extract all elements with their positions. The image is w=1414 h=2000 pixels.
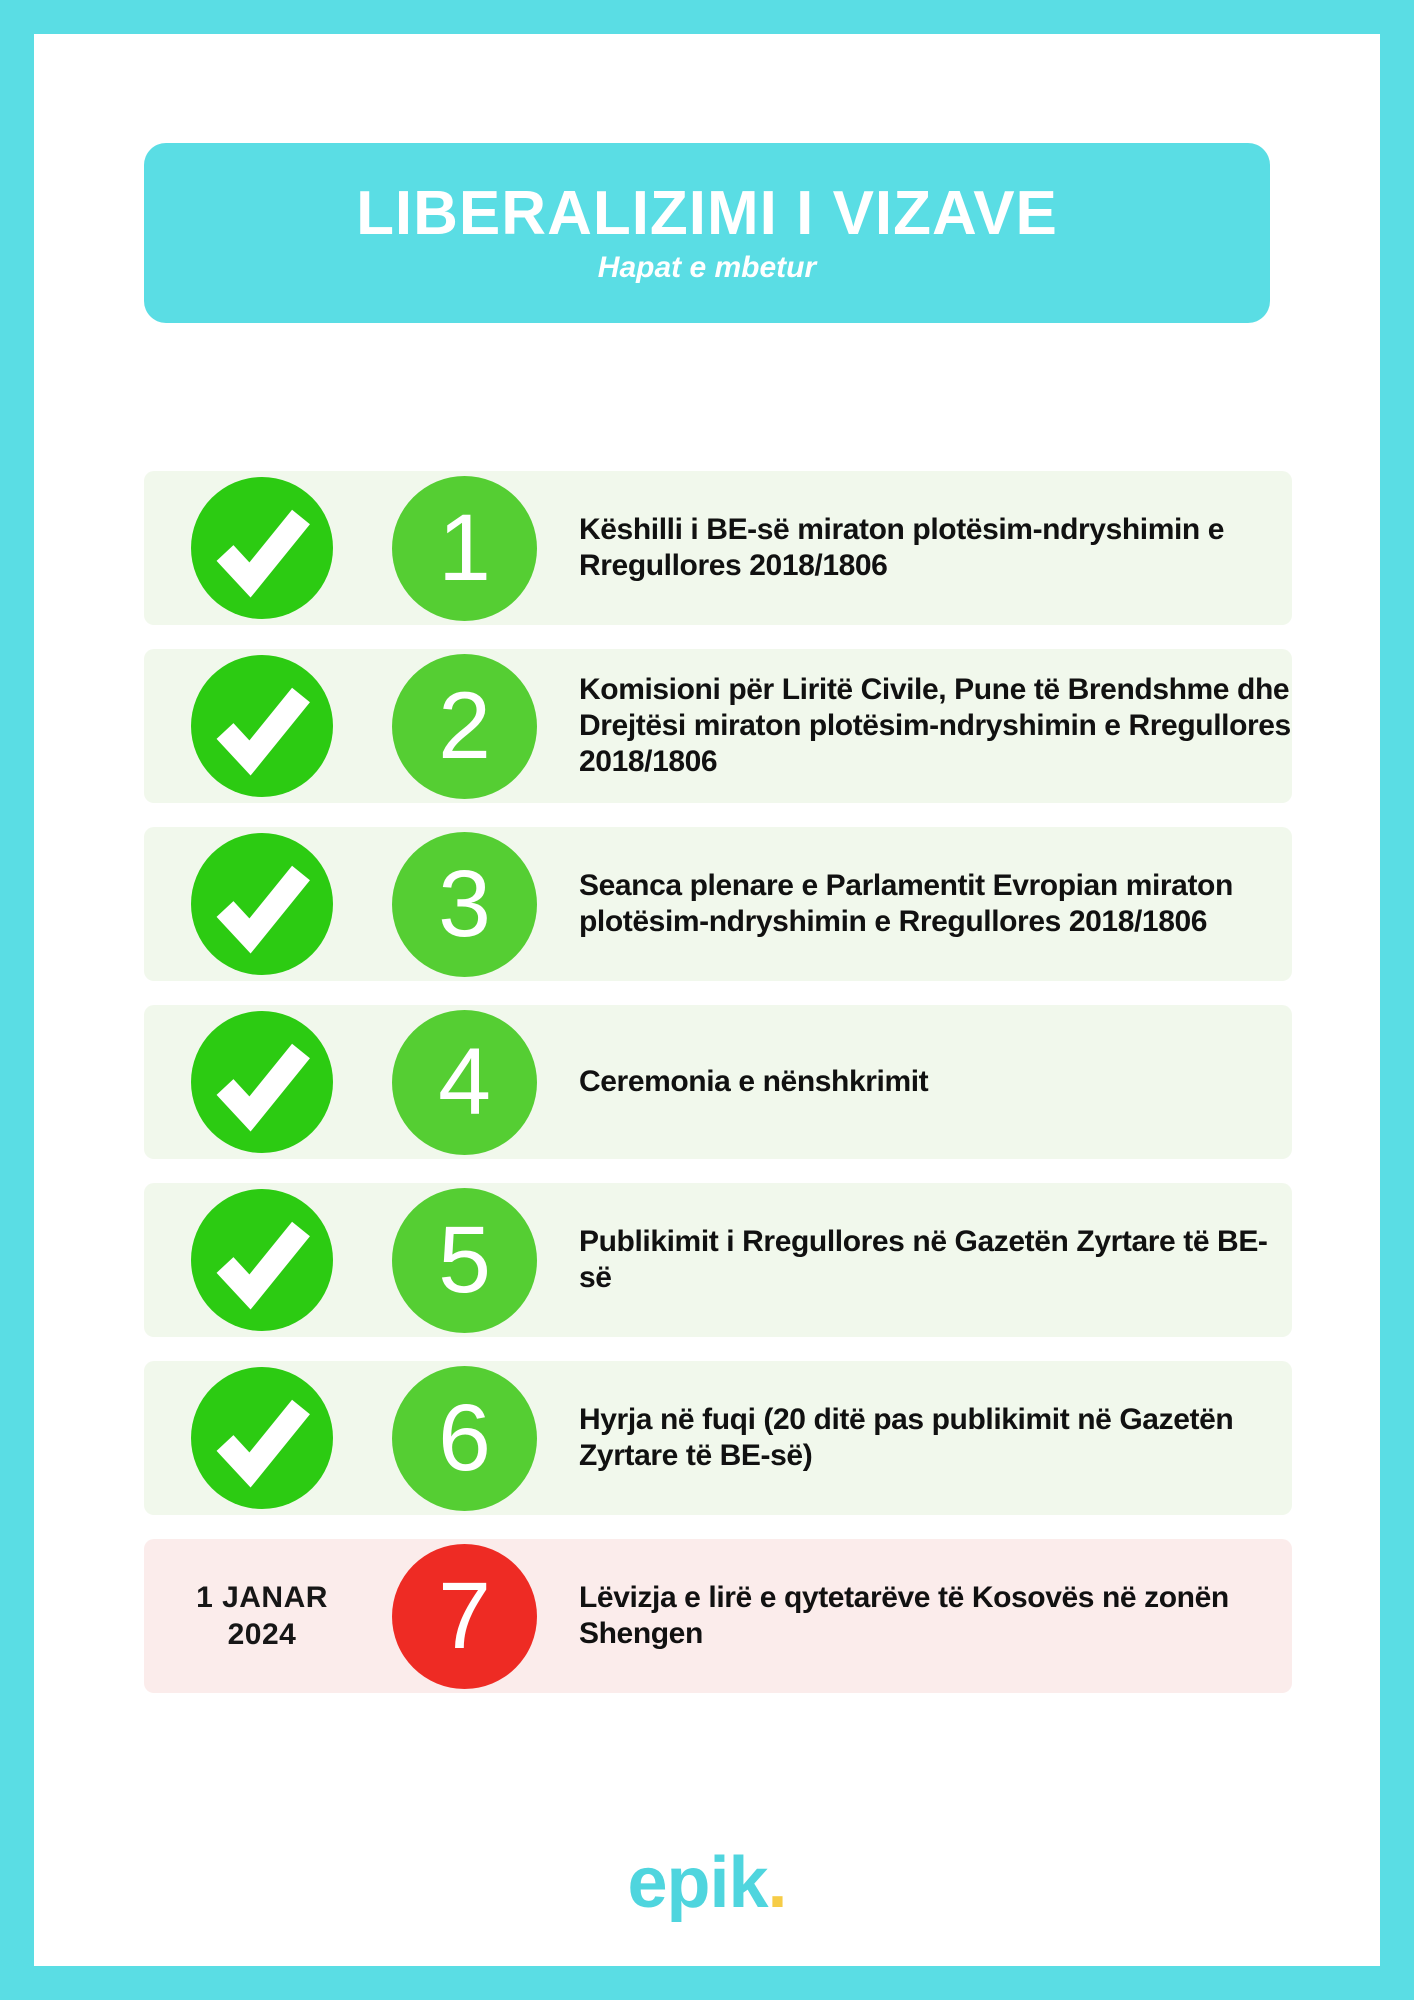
step-number-badge xyxy=(392,1010,537,1155)
step-row xyxy=(144,1183,1292,1337)
step-number: 3 xyxy=(438,850,491,957)
step-status-slot xyxy=(144,833,380,975)
steps-list xyxy=(144,471,1292,1693)
step-status-slot xyxy=(144,1579,380,1654)
step-row xyxy=(144,471,1292,625)
checkmark-icon xyxy=(191,655,333,797)
step-row xyxy=(144,1005,1292,1159)
step-status-slot xyxy=(144,655,380,797)
step-number-badge xyxy=(392,654,537,799)
step-date-line1: 1 JANAR xyxy=(196,1580,328,1614)
step-text: Seanca plenare e Parlamentit Evropian miraton plotësim-ndryshimin e Rregullores 2018/1806 xyxy=(579,869,1233,938)
logo-dot: . xyxy=(767,1843,787,1923)
page-subtitle: Hapat e mbetur xyxy=(597,250,817,284)
step-number-badge xyxy=(392,1366,537,1511)
header-banner xyxy=(144,143,1270,323)
step-text: Këshilli i BE-së miraton plotësim-ndryshimin e Rregullores 2018/1806 xyxy=(579,513,1225,582)
step-number: 4 xyxy=(438,1028,491,1135)
logo-text: epik xyxy=(627,1843,768,1923)
step-number: 7 xyxy=(438,1562,491,1669)
step-number-badge xyxy=(392,1544,537,1689)
checkmark-icon xyxy=(191,477,333,619)
step-date-line2: 2024 xyxy=(227,1618,297,1651)
step-number: 6 xyxy=(438,1384,491,1491)
page-title: LIBERALIZIMI I VIZAVE xyxy=(356,179,1058,249)
step-number: 2 xyxy=(438,672,491,779)
step-number-badge xyxy=(392,832,537,977)
step-text: Hyrja në fuqi (20 ditë pas publikimit në Gazetën Zyrtare të BE-së) xyxy=(579,1403,1234,1472)
step-number: 5 xyxy=(438,1206,491,1313)
step-text: Lëvizja e lirë e qytetarëve të Kosovës në zonën Shengen xyxy=(579,1581,1229,1650)
step-text: Komisioni për Liritë Civile, Pune të Brendshme dhe Drejtësi miraton plotësim-ndryshimin e Rregullores 2018/1806 xyxy=(579,673,1291,778)
checkmark-icon xyxy=(191,1189,333,1331)
step-number-badge xyxy=(392,476,537,621)
step-date xyxy=(196,1579,328,1654)
step-row xyxy=(144,827,1292,981)
step-text: Ceremonia e nënshkrimit xyxy=(579,1065,929,1098)
step-text: Publikimit i Rregullores në Gazetën Zyrtare të BE-së xyxy=(579,1225,1268,1294)
epik-logo xyxy=(34,1842,1380,1924)
step-status-slot xyxy=(144,1367,380,1509)
step-number-badge xyxy=(392,1188,537,1333)
step-row xyxy=(144,1539,1292,1693)
step-row xyxy=(144,1361,1292,1515)
checkmark-icon xyxy=(191,1367,333,1509)
step-row xyxy=(144,649,1292,803)
step-status-slot xyxy=(144,477,380,619)
step-status-slot xyxy=(144,1011,380,1153)
checkmark-icon xyxy=(191,833,333,975)
footer xyxy=(34,1842,1380,1924)
step-number: 1 xyxy=(438,494,491,601)
step-status-slot xyxy=(144,1189,380,1331)
checkmark-icon xyxy=(191,1011,333,1153)
